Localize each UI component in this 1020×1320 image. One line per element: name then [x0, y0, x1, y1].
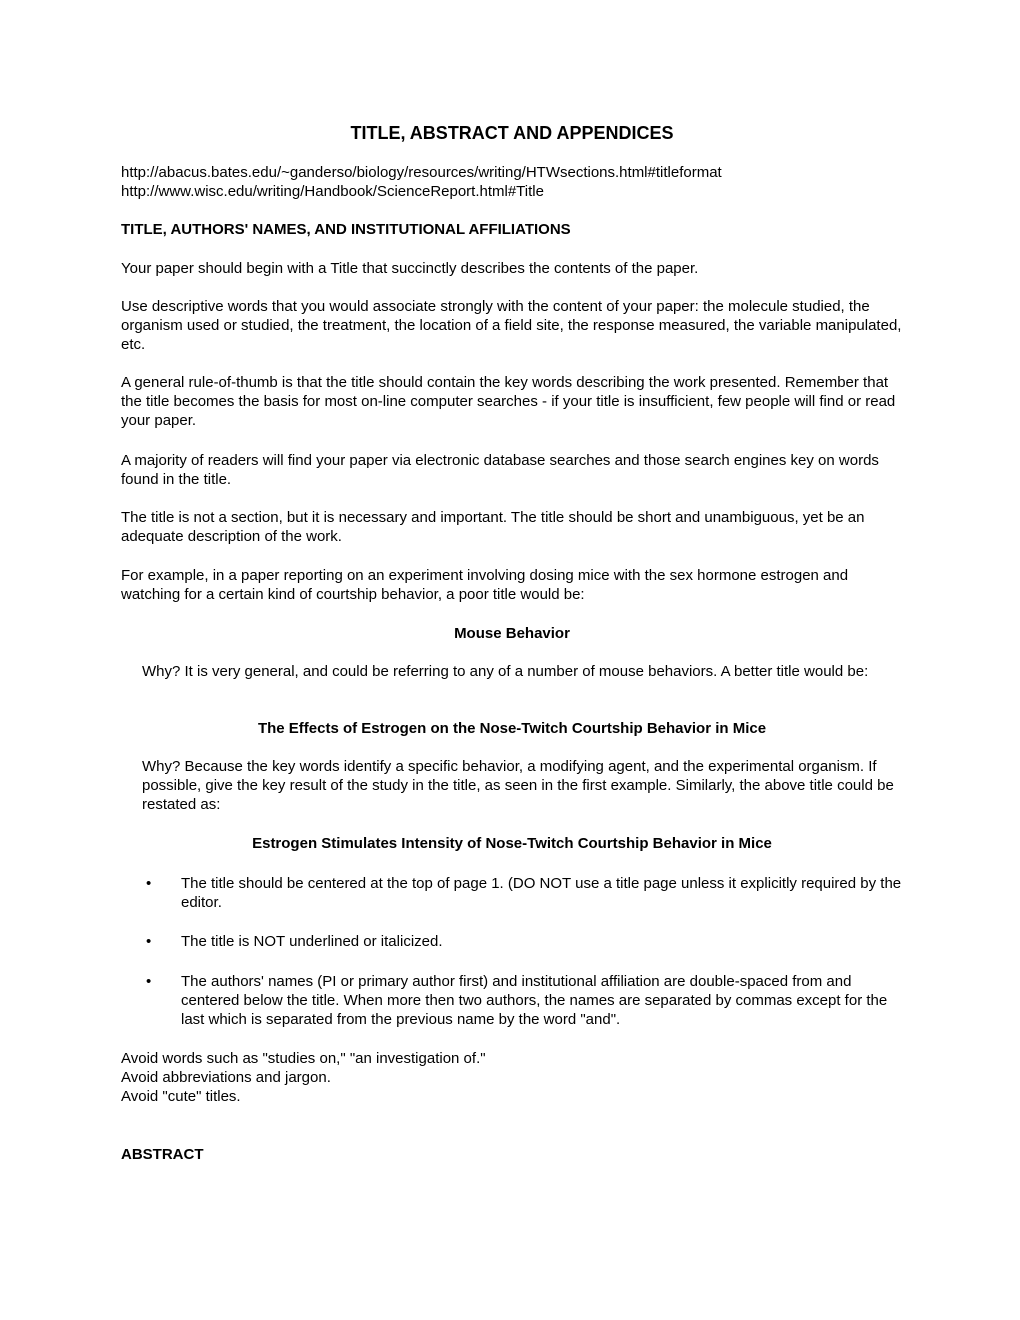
bullet-text: The authors' names (PI or primary author first) and institutional affiliation are double-spaced from and centered below the title. When more then two authors, the names are separated by commas except for the last which is separated from the previous name by the word "and". [181, 973, 888, 1028]
section-heading-title-authors: TITLE, AUTHORS' NAMES, AND INSTITUTIONAL AFFILIATIONS [121, 221, 571, 238]
example-title-poor: Mouse Behavior [454, 625, 570, 642]
reference-links [121, 163, 903, 201]
reference-link-bates[interactable]: http://abacus.bates.edu/~ganderso/biology/resources/writing/HTWsections.html#titleformat [121, 164, 722, 181]
paragraph-not-a-section: The title is not a section, but it is necessary and important. The title should be short and unambiguous, yet be an adequate description of the work. [121, 509, 865, 545]
paragraph-intro: Your paper should begin with a Title that succinctly describes the contents of the paper. [121, 260, 699, 277]
paragraph-rule-of-thumb: A general rule-of-thumb is that the title should contain the key words describing the work presented. Remember that the title becomes the basis for most on-line computer searches - if your title is insufficient, few people will find or read your paper. [121, 374, 896, 429]
paragraph-example-intro: For example, in a paper reporting on an experiment involving dosing mice with the sex hormone estrogen and watching for a certain kind of courtship behavior, a poor title would be: [121, 567, 849, 603]
document-title: TITLE, ABSTRACT AND APPENDICES [350, 123, 674, 143]
paragraph-database-searches: A majority of readers will find your paper via electronic database searches and those search engines key on words found in the title. [121, 452, 879, 488]
bullet-icon: • [146, 933, 152, 950]
bullet-icon: • [146, 875, 152, 892]
example-title-best: Estrogen Stimulates Intensity of Nose-Twitch Courtship Behavior in Mice [252, 835, 772, 852]
paragraph-descriptive-words: Use descriptive words that you would associate strongly with the content of your paper: the molecule studied, the organism used or studied, the treatment, the location of a field site, the response measured, the variable manipulated, etc. [121, 298, 902, 353]
explanation-poor-title: Why? It is very general, and could be referring to any of a number of mouse behaviors. A better title would be: [142, 663, 869, 680]
bullet-text: The title should be centered at the top of page 1. (DO NOT use a title page unless it explicitly required by the editor. [181, 875, 902, 911]
example-title-better: The Effects of Estrogen on the Nose-Twitch Courtship Behavior in Mice [257, 720, 767, 737]
avoid-line-cute-titles: Avoid "cute" titles. [121, 1088, 241, 1105]
avoid-line-abbreviations: Avoid abbreviations and jargon. [121, 1069, 331, 1086]
avoid-line-studies-on: Avoid words such as "studies on," "an investigation of." [121, 1050, 486, 1067]
avoid-list [121, 1049, 903, 1106]
bullet-icon: • [146, 973, 152, 990]
bullet-text: The title is NOT underlined or italicized. [181, 933, 443, 950]
explanation-better-title: Why? Because the key words identify a specific behavior, a modifying agent, and the experimental organism. If possible, give the key result of the study in the title, as seen in the first example. Similarly, the above title could be restated as: [142, 758, 894, 813]
reference-link-wisc[interactable]: http://www.wisc.edu/writing/Handbook/ScienceReport.html#Title [121, 183, 544, 200]
section-heading-abstract: ABSTRACT [121, 1146, 204, 1163]
